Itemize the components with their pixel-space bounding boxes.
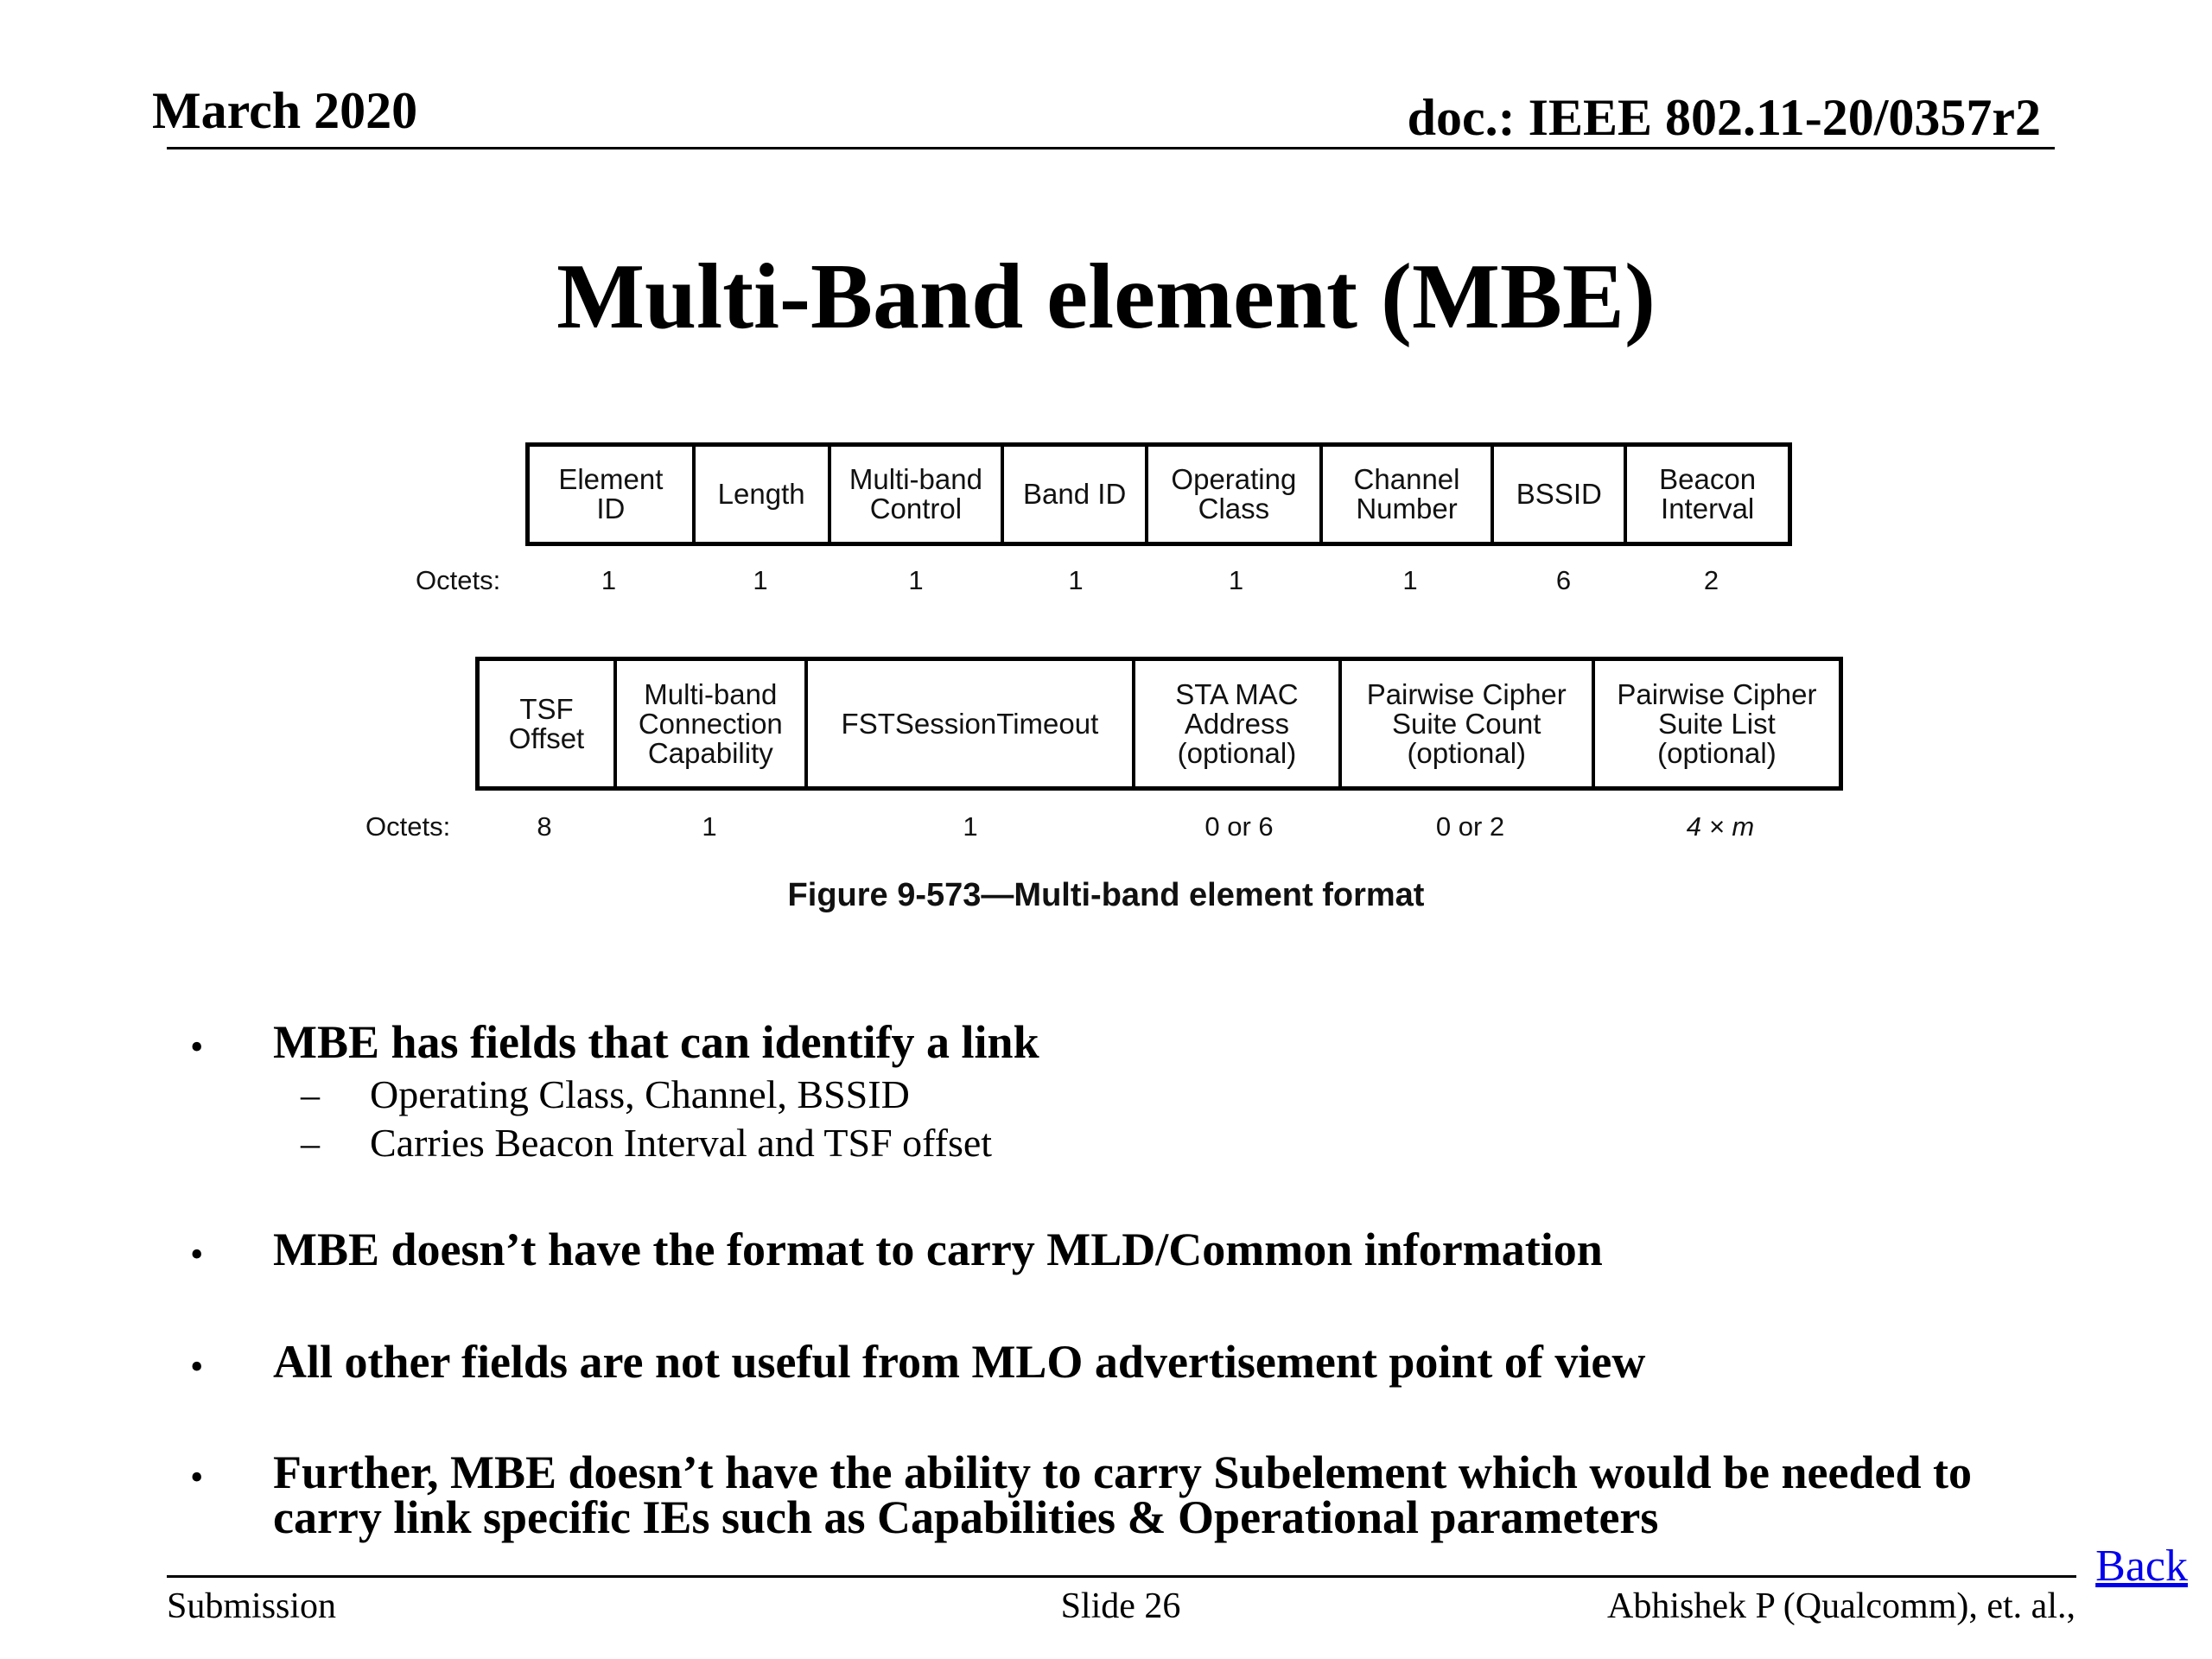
bullet-marker: • <box>190 1026 204 1068</box>
octets-row2 <box>475 811 1843 842</box>
field-table-row2 <box>475 657 1843 791</box>
octets-value: 1 <box>1068 565 1084 595</box>
octets-value: 6 <box>1555 565 1572 595</box>
octets-label-row2: Octets: <box>365 811 451 842</box>
dash-marker: – <box>301 1074 320 1116</box>
bullet-marker: • <box>190 1456 204 1498</box>
field-beacon-interval: Beacon Interval <box>1659 463 1757 524</box>
octets-value: 1 <box>601 565 617 595</box>
header-divider <box>167 147 2055 149</box>
bullet-1-sub-1: Operating Class, Channel, BSSID <box>370 1072 910 1116</box>
octets-value: 0 or 6 <box>1205 811 1274 842</box>
footer-divider <box>167 1575 2076 1578</box>
bullet-2: MBE doesn’t have the format to carry MLD/Common information <box>273 1224 1603 1275</box>
bullet-1-sub-2: Carries Beacon Interval and TSF offset <box>370 1121 993 1165</box>
octets-value: 1 <box>702 811 717 842</box>
figure-caption: Figure 9-573—Multi-band element format <box>787 877 1425 913</box>
bullet-4-line-1: Further, MBE doesn’t have the ability to carry Subelement which would be needed to <box>273 1446 1972 1498</box>
field-pairwise-cipher-suite-list: Pairwise Cipher Suite List (optional) <box>1617 677 1817 769</box>
field-sta-mac-address: STA MAC Address (optional) <box>1135 661 1341 786</box>
field-operating-class: Operating Class <box>1148 447 1323 542</box>
octets-value: 1 <box>753 565 768 595</box>
field-multiband-control: Multi-band Control <box>831 447 1005 542</box>
field-pairwise-cipher-suite-count: Pairwise Cipher Suite Count (optional) <box>1342 661 1595 786</box>
bullet-3: All other fields are not useful from MLO advertisement point of view <box>273 1336 1646 1388</box>
footer-submission: Submission <box>167 1586 337 1626</box>
dash-marker: – <box>301 1122 320 1165</box>
octets-value: 1 <box>1402 565 1418 595</box>
field-band-id: Band ID <box>1004 447 1148 542</box>
header-date: March 2020 <box>152 82 418 139</box>
field-fst-session-timeout: FSTSessionTimeout <box>808 661 1136 786</box>
footer-slide-number: Slide 26 <box>1060 1586 1181 1626</box>
octets-value: 2 <box>1703 565 1719 595</box>
octets-value: 0 or 2 <box>1435 811 1505 842</box>
field-element-id: Element ID <box>530 447 696 542</box>
bullet-marker: • <box>190 1345 204 1388</box>
field-table-row1 <box>525 442 1792 546</box>
bullet-marker: • <box>190 1233 204 1275</box>
bullet-4-line-2: carry link specific IEs such as Capabilities & Operational parameters <box>273 1491 1659 1543</box>
octets-value: 4 × m <box>1686 811 1755 842</box>
field-length: Length <box>696 447 831 542</box>
header-doc-id: doc.: IEEE 802.11-20/0357r2 <box>1407 89 2041 146</box>
back-link[interactable]: Back <box>2095 1541 2188 1591</box>
field-bssid: BSSID <box>1494 447 1627 542</box>
field-channel-number: Channel Number <box>1323 447 1495 542</box>
bullet-1: MBE has fields that can identify a link <box>273 1016 1039 1068</box>
octets-row1 <box>525 565 1792 596</box>
footer-author: Abhishek P (Qualcomm), et. al., <box>1606 1586 2075 1626</box>
octets-label-row1: Octets: <box>416 565 501 595</box>
slide-title: Multi-Band element (MBE) <box>556 245 1656 348</box>
octets-value: 1 <box>908 565 924 595</box>
field-multiband-connection-capability: Multi-band Connection Capability <box>617 661 808 786</box>
octets-value: 1 <box>963 811 978 842</box>
field-tsf-offset: TSF Offset <box>480 661 617 786</box>
octets-value: 1 <box>1228 565 1244 595</box>
octets-value: 8 <box>537 811 552 842</box>
